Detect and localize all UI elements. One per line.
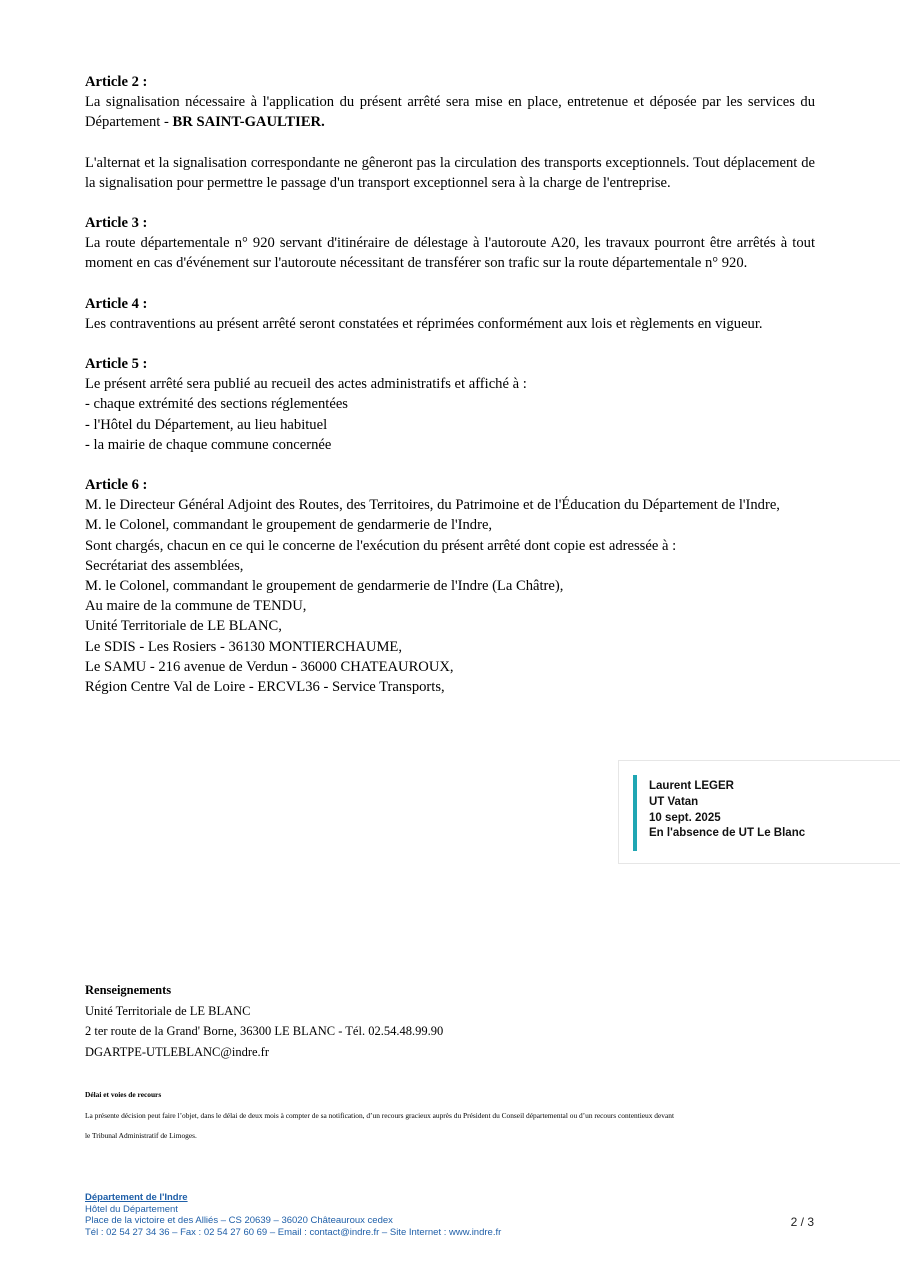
article-6-line: M. le Directeur Général Adjoint des Routes, des Territoires, du Patrimoine et de l'Éducation du Département de l'Indre,: [85, 497, 780, 514]
signature-accent-bar: [633, 775, 637, 851]
information-email[interactable]: DGARTPE-UTLEBLANC@indre.fr: [85, 1044, 269, 1059]
article-6-line: Le SDIS - Les Rosiers - 36130 MONTIERCHAUME,: [85, 638, 402, 655]
article-2-paragraph-1: [85, 92, 815, 132]
information-line: 2 ter route de la Grand' Borne, 36300 LE BLANC - Tél. 02.54.48.99.90: [85, 1024, 444, 1038]
article-3-paragraph: La route départementale n° 920 servant d'itinéraire de délestage à l'autoroute A20, les travaux pourront être arrêtés à tout moment en cas d'événement sur l'autoroute nécessitant de transférer son trafic sur la route départementale n° 920.: [85, 235, 815, 272]
footer-line: Hôtel du Département: [85, 1203, 178, 1215]
article-5-line: - chaque extrémité des sections réglementées: [85, 396, 348, 413]
appeal-line: La présente décision peut faire l’objet, dans le délai de deux mois à compter de sa notification, d’un recours gracieux auprès du Président du Conseil départemental ou d’un recours contentieux devant: [85, 1110, 674, 1120]
article-6-line: Au maire de la commune de TENDU,: [85, 598, 307, 615]
article-2-paragraph-2: L'alternat et la signalisation correspondante ne gêneront pas la circulation des transports exceptionnels. Tout déplacement de la signalisation pour permettre le passage d'un transport exceptionnel sera à la charge de l'entreprise.: [85, 154, 815, 191]
article-5-line: - la mairie de chaque commune concernée: [85, 436, 332, 453]
article-6-line: Unité Territoriale de LE BLANC,: [85, 618, 282, 635]
article-2: [85, 72, 815, 193]
signature-line: En l'absence de UT Le Blanc: [649, 827, 806, 840]
document-body: [85, 72, 815, 717]
article-5: [85, 354, 815, 455]
information-title: Renseignements: [85, 983, 172, 997]
article-4-paragraph: Les contraventions au présent arrêté seront constatées et réprimées conformément aux lois et règlements en vigueur.: [85, 315, 763, 332]
article-6-line: Secrétariat des assemblées,: [85, 557, 244, 574]
article-6-line: Le SAMU - 216 avenue de Verdun - 36000 CHATEAUROUX,: [85, 658, 454, 675]
article-6-line: Sont chargés, chacun en ce qui le concerne de l'exécution du présent arrêté dont copie est adressée à :: [85, 537, 677, 554]
article-6-line: M. le Colonel, commandant le groupement de gendarmerie de l'Indre,: [85, 517, 493, 534]
information-block: [85, 980, 443, 1062]
article-4: [85, 294, 815, 334]
article-4-title: Article 4 :: [85, 295, 148, 312]
signature-line: Laurent LEGER: [649, 780, 734, 792]
footer-line: Place de la victoire et des Alliés – CS 20639 – 36020 Châteauroux cedex: [85, 1215, 393, 1227]
footer-org-link[interactable]: Département de l'Indre: [85, 1192, 188, 1203]
article-5-line: Le présent arrêté sera publié au recueil des actes administratifs et affiché à :: [85, 376, 527, 393]
article-6-title: Article 6 :: [85, 477, 148, 494]
article-2-bold-text: BR SAINT-GAULTIER.: [172, 114, 325, 131]
signature-text: [649, 779, 805, 842]
page-footer: [85, 1192, 501, 1238]
signature-line: 10 sept. 2025: [649, 811, 721, 824]
article-6-line: Région Centre Val de Loire - ERCVL36 - Service Transports,: [85, 679, 445, 696]
appeal-title: Délai et voies de recours: [85, 1090, 162, 1099]
article-2-title: Article 2 :: [85, 74, 148, 90]
article-2-text: La signalisation nécessaire à l'application du présent arrêté sera mise en place, entretenue et déposée par les services du Département -: [85, 94, 815, 131]
article-6-line: M. le Colonel, commandant le groupement de gendarmerie de l'Indre (La Châtre),: [85, 578, 564, 595]
article-5-line: - l'Hôtel du Département, au lieu habituel: [85, 416, 328, 433]
footer-line: Tél : 02 54 27 34 36 – Fax : 02 54 27 60 69 – Email : contact@indre.fr – Site Internet : www.indre.fr: [85, 1226, 502, 1238]
information-line: Unité Territoriale de LE BLANC: [85, 1003, 251, 1018]
article-6: [85, 475, 815, 697]
page-number: 2 / 3: [790, 1215, 814, 1229]
electronic-signature-box: [618, 760, 900, 864]
article-3: [85, 213, 815, 274]
article-5-title: Article 5 :: [85, 356, 148, 373]
signature-line: UT Vatan: [649, 795, 699, 808]
appeal-notice: [85, 1085, 825, 1147]
appeal-line: le Tribunal Administratif de Limoges.: [85, 1131, 197, 1140]
article-3-title: Article 3 :: [85, 215, 148, 232]
